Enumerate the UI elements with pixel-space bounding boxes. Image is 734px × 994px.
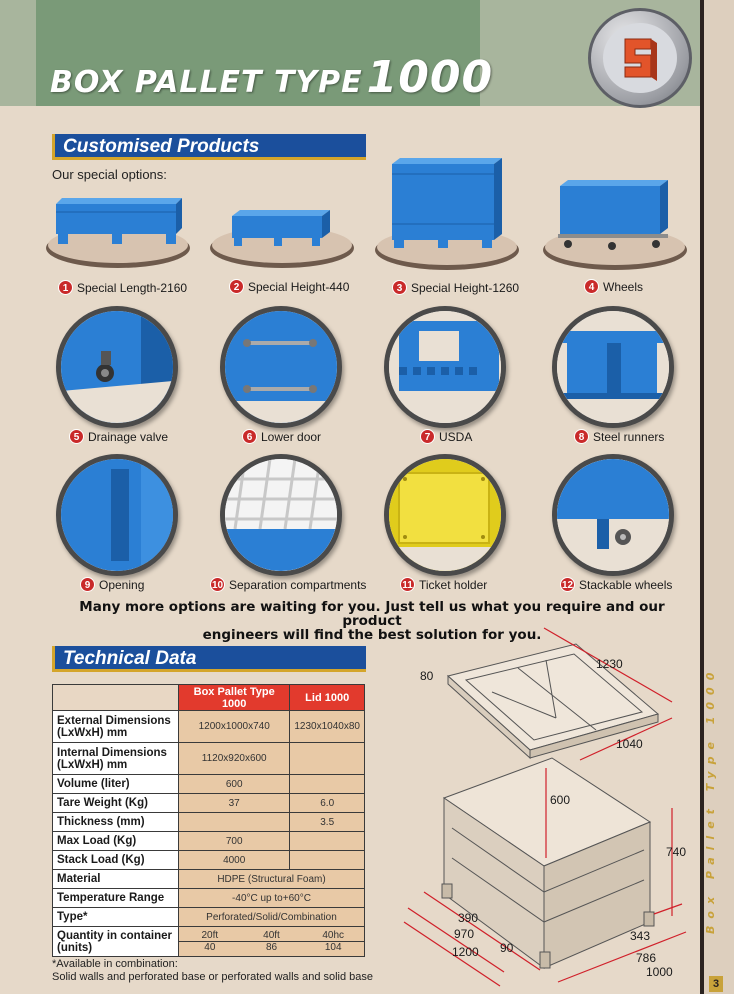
row-value-box: 4000 xyxy=(179,851,290,870)
call-to-action-line-2: engineers will find the best solution for you. xyxy=(202,627,542,643)
table-row xyxy=(53,743,365,775)
container-heads xyxy=(179,930,364,942)
technical-data-table xyxy=(52,684,365,957)
option-image-wheels xyxy=(540,176,690,274)
dim-390: 390 xyxy=(458,911,479,925)
row-value-box: 1200x1000x740 xyxy=(179,711,290,743)
row-value-box: 600 xyxy=(179,775,290,794)
dim-343: 343 xyxy=(630,929,651,943)
row-label: Max Load (Kg) xyxy=(53,832,179,851)
row-label: Stack Load (Kg) xyxy=(53,851,179,870)
side-rail-text: Box Pallet Type 1000 xyxy=(704,665,717,935)
option-label-7: 7 USDA xyxy=(420,429,472,444)
page-title xyxy=(50,52,493,103)
customised-products-heading: Customised Products xyxy=(52,134,366,160)
table-row xyxy=(53,851,365,870)
footnote xyxy=(52,958,373,984)
table-row xyxy=(53,889,365,908)
call-to-action-line-1: Many more options are waiting for you. Just tell us what you require and our product xyxy=(79,599,665,629)
option-label-9: 9 Opening xyxy=(80,577,144,592)
company-logo xyxy=(588,8,692,108)
logo-grid xyxy=(603,23,677,93)
option-image-ticket-holder xyxy=(384,454,506,576)
row-label: Internal Dimensions (LxWxH) mm xyxy=(53,743,179,775)
table-row xyxy=(53,813,365,832)
row-label: Material xyxy=(53,870,179,889)
table-row xyxy=(53,908,365,927)
page-title-number: 1000 xyxy=(366,52,494,103)
row-label: Tare Weight (Kg) xyxy=(53,794,179,813)
row-label: External Dimensions (LxWxH) mm xyxy=(53,711,179,743)
technical-data-heading: Technical Data xyxy=(52,646,366,672)
option-image-special-height-440 xyxy=(208,200,356,272)
dim-inner-height: 600 xyxy=(550,793,571,807)
option-label-3: 3 Special Height-1260 xyxy=(392,280,519,295)
row-label: Type* xyxy=(53,908,179,927)
row-value-lid xyxy=(290,832,365,851)
page-number: 3 xyxy=(709,976,723,992)
row-label: Volume (liter) xyxy=(53,775,179,794)
row-label: Quantity in container (units) xyxy=(53,927,179,957)
dim-outer-height: 740 xyxy=(666,845,687,859)
dim-90: 90 xyxy=(500,941,514,955)
row-value-box: 37 xyxy=(179,794,290,813)
row-value-box: 700 xyxy=(179,832,290,851)
dim-lid-height: 80 xyxy=(420,669,434,683)
dim-lid-length: 1230 xyxy=(596,657,623,671)
container-value-40ft: 86 xyxy=(265,942,278,953)
table-row xyxy=(53,794,365,813)
option-label-8: 8 Steel runners xyxy=(574,429,664,444)
container-head-40ft: 40ft xyxy=(263,930,280,941)
page-title-prefix: BOX PALLET TYPE xyxy=(50,65,363,100)
row-value-span: Perforated/Solid/Combination xyxy=(179,908,365,927)
option-label-12: 12 Stackable wheels xyxy=(561,577,673,592)
dim-970: 970 xyxy=(454,927,475,941)
container-value-20ft: 40 xyxy=(204,942,216,953)
footnote-line-1: *Available in combination: xyxy=(52,958,178,970)
option-image-separation-compartments xyxy=(220,454,342,576)
option-image-lower-door xyxy=(220,306,342,428)
row-value-span: -40°C up to+60°C xyxy=(179,889,365,908)
option-label-6: 6 Lower door xyxy=(242,429,321,444)
container-values xyxy=(179,942,364,953)
row-value-lid xyxy=(290,743,365,775)
option-label-4: 4 Wheels xyxy=(584,279,643,294)
container-value-40hc: 104 xyxy=(324,942,342,953)
table-header-blank xyxy=(53,685,179,711)
table-header-row xyxy=(53,685,365,711)
option-label-1: 1 Special Length-2160 xyxy=(58,280,187,295)
option-label-11: 11 Ticket holder xyxy=(400,577,487,592)
container-quantities xyxy=(179,927,365,957)
option-image-special-height-1260 xyxy=(372,154,522,274)
dim-786: 786 xyxy=(636,951,657,965)
row-value-lid: 6.0 xyxy=(290,794,365,813)
table-row xyxy=(53,832,365,851)
table-header-lid: Lid 1000 xyxy=(290,685,365,711)
row-label: Thickness (mm) xyxy=(53,813,179,832)
table-row xyxy=(53,711,365,743)
footnote-line-2: Solid walls and perforated base or perforated walls and solid base xyxy=(52,971,374,983)
table-row xyxy=(53,775,365,794)
row-label: Temperature Range xyxy=(53,889,179,908)
row-value-lid xyxy=(290,775,365,794)
option-label-10: 10 Separation compartments xyxy=(211,577,367,592)
dim-1200: 1200 xyxy=(452,945,479,959)
row-value-lid: 3.5 xyxy=(290,813,365,832)
dim-lid-width: 1040 xyxy=(616,737,643,751)
table-row xyxy=(53,870,365,889)
container-head-40hc: 40hc xyxy=(322,930,345,941)
row-value-box xyxy=(179,813,290,832)
dim-1000: 1000 xyxy=(646,965,673,979)
row-value-box: 1120x920x600 xyxy=(179,743,290,775)
option-image-usda xyxy=(384,306,506,428)
table-row-container xyxy=(53,927,365,957)
table-header-box-pallet: Box Pallet Type 1000 xyxy=(179,685,290,711)
option-image-opening xyxy=(56,454,178,576)
option-label-5: 5 Drainage valve xyxy=(69,429,168,444)
row-value-span: HDPE (Structural Foam) xyxy=(179,870,365,889)
options-subtitle: Our special options: xyxy=(52,167,167,182)
option-image-special-length xyxy=(44,192,192,272)
option-label-2: 2 Special Height-440 xyxy=(229,279,349,294)
dimension-diagram xyxy=(396,622,700,988)
row-value-lid xyxy=(290,851,365,870)
option-image-drainage-valve xyxy=(56,306,178,428)
row-value-lid: 1230x1040x80 xyxy=(290,711,365,743)
container-head-20ft: 20ft xyxy=(201,930,219,941)
logo-mark-icon xyxy=(621,35,659,81)
option-image-steel-runners xyxy=(552,306,674,428)
option-image-stackable-wheels xyxy=(552,454,674,576)
